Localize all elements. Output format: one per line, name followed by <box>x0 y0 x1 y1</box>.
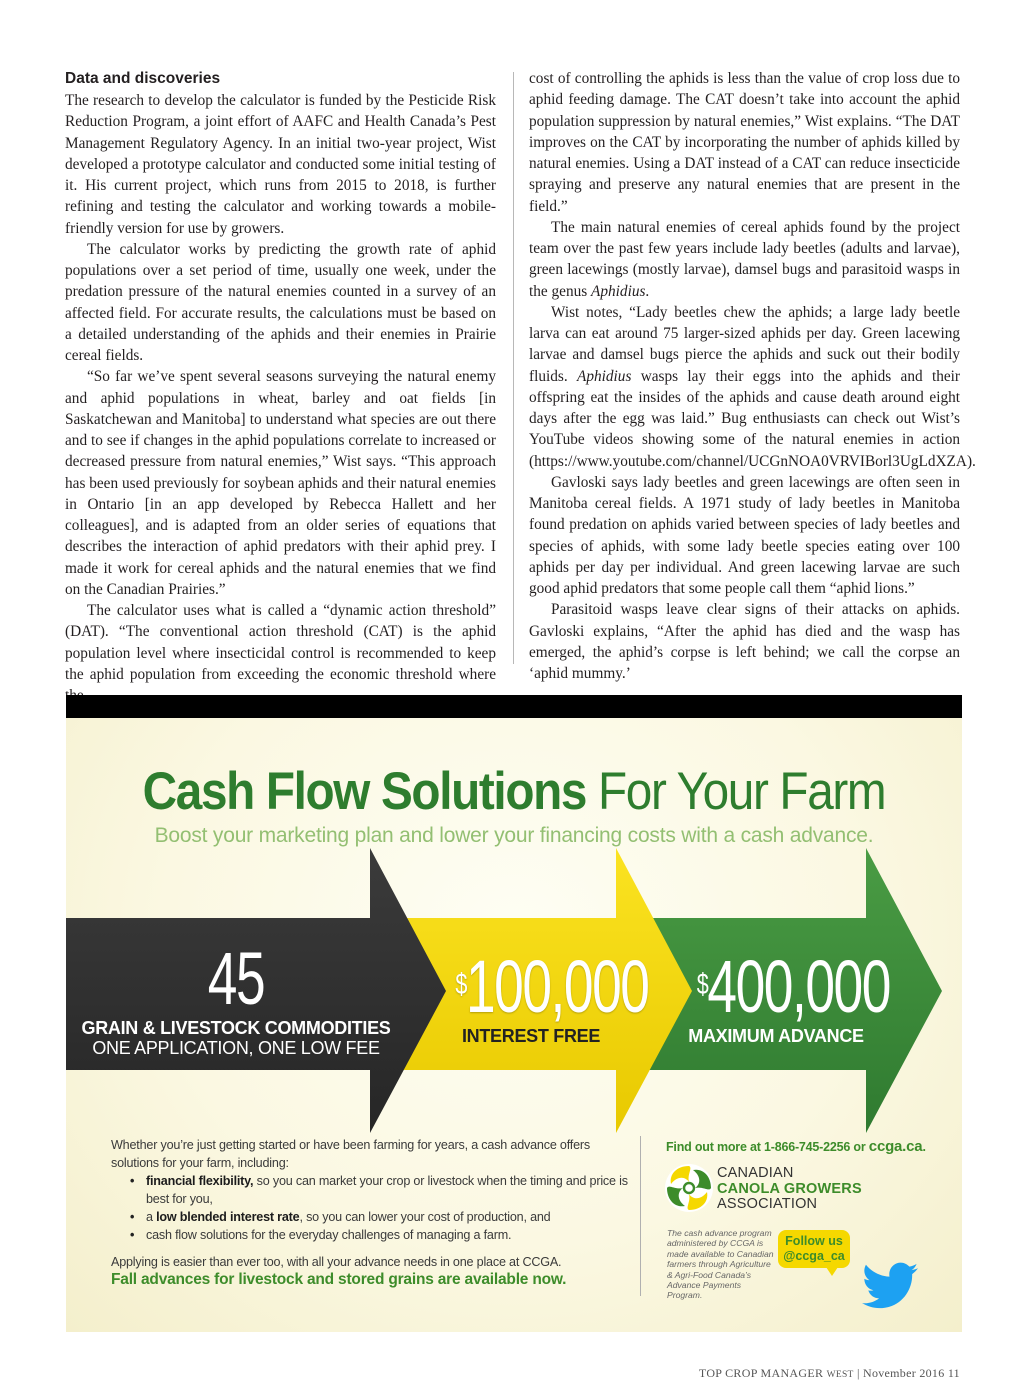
ad-body <box>111 1136 631 1289</box>
article-paragraph: The calculator works by predicting the growth rate of aphid populations over a set period of time, usually one week, under the predation pressure of the natural enemies counted in a survey of an affected field. For accurate results, the calculations must be based on a detailed understanding of the aphids and their enemies in Prairie cereal fields. <box>65 240 496 364</box>
arrow-graphic <box>66 848 962 1138</box>
ad-title: Cash Flow Solutions For Your Farm <box>142 762 886 821</box>
article-paragraph: Gavloski says lady beetles and green lacewings are often seen in Manitoba cereal fields. A 1971 study of lady beetles in Manitoba found predation on aphids varied between species of lady beetles and species of aphids, with some lady beetle species eating over 100 aphids per day per individual. And green lacewing larvae are such good aphid predators that some people call them “aphid lions.” <box>529 473 960 597</box>
ad-top-bar <box>66 695 962 718</box>
follow-us-bubble[interactable]: Follow us @ccga_ca <box>778 1230 850 1268</box>
article-paragraph: Wist notes, “Lady beetles chew the aphids; a large lady beetle larva can eat around 75 larger-sized aphids per day. Green lacewing larvae and damsel bugs pierce the aphids and suck out their bodily fluids. Aphidius wasps lay their eggs into the aphids and their offspring eat the insides of the aphids and cause death around eight days after the egg was laid.” Bug enthusiasts can check out Wist’s YouTube videos showing some of the natural enemies in action (https://www.youtube.com/channel/UCGnNOA0VRVIBorl3UgLdXZA). <box>529 303 976 470</box>
column-divider <box>513 72 514 664</box>
max-advance-amount: $400,000 <box>696 945 890 1028</box>
max-advance-label: MAXIMUM ADVANCE <box>688 1026 864 1046</box>
org-name: CANADIAN CANOLA GROWERS ASSOCIATION <box>717 1165 862 1212</box>
ccga-logo-icon <box>663 1162 715 1219</box>
ad-subtitle: Boost your marketing plan and lower your financing costs with a cash advance. <box>154 824 874 847</box>
interest-free-label: INTEREST FREE <box>461 1026 601 1046</box>
apply-text: Applying is easier than ever too, with all your advance needs in one place at CCGA. <box>111 1255 562 1269</box>
arrow-2-text <box>426 945 649 1046</box>
article-paragraph: The research to develop the calculator is funded by the Pesticide Risk Reduction Program, a joint effort of AAFC and Health Canada’s Pest Management Regulatory Agency. In an initial two-year project, Wist developed a prototype calculator and conducted some initial testing of it. His current project, which runs from 2015 to 2018, is further refining and testing the calculator and working towards a mobile-friendly version for use by growers. <box>65 92 496 237</box>
ad-divider <box>640 1136 641 1296</box>
article-right-column <box>529 68 976 684</box>
ad-call-to-action: Fall advances for livestock and stored grains are available now. <box>111 1271 567 1288</box>
commodities-count: 45 <box>207 937 265 1020</box>
benefit-item: • cash flow solutions for the everyday challenges of managing a farm. <box>146 1226 631 1244</box>
arrow-3-text <box>666 945 890 1046</box>
article-paragraph: cost of controlling the aphids is less than the value of crop loss due to aphid feeding damage. The CAT doesn’t take into account the aphid population suppression by natural enemies,” Wist explains. “The DAT improves on the CAT by incorporating the number of aphids killed by natural enemies. Using a DAT instead of a CAT can reduce insecticide spraying and preserve any natural enemies that are present in the field.” <box>529 70 960 215</box>
benefit-list <box>111 1172 631 1244</box>
commodities-sublabel: ONE APPLICATION, ONE LOW FEE <box>92 1038 380 1058</box>
page-footer: TOP CROP MANAGER WEST | November 2016 11 <box>698 1366 960 1380</box>
benefit-item: • a low blended interest rate, so you can lower your cost of production, and <box>146 1208 631 1226</box>
interest-free-amount: $100,000 <box>455 945 649 1028</box>
website-link[interactable]: ccga.ca <box>868 1138 923 1155</box>
article-paragraph: The main natural enemies of cereal aphids found by the project team over the past few years include lady beetles (adults and larvae), green lacewings (mostly larvae), damsel bugs and parasitoid wasps in the genus Aphidius. <box>529 218 960 300</box>
article-left-column <box>65 68 496 706</box>
program-disclaimer: The cash advance program administered by CCGA is made available to Canadian farmers through Agriculture & Agri-Food Canada’s Advance Payments Program. <box>667 1228 774 1301</box>
twitter-bird-icon[interactable] <box>862 1262 918 1315</box>
article-paragraph: The calculator uses what is called a “dynamic action threshold” (DAT). “The conventional action threshold (CAT) is the aphid population level where insecticidal control is recommended to keep the aphid population from exceeding the economic threshold where <box>65 602 496 683</box>
ad-intro: Whether you’re just getting started or have been farming for years, a cash advance offers solutions for your farm, including: <box>111 1138 590 1170</box>
article-paragraph: Parasitoid wasps leave clear signs of their attacks on aphids. Gavloski explains, “After the aphid has died and the wasp has emerged, the aphid’s corpse is left behind; we call the corpse an ‘aphid mummy.’ <box>529 601 960 682</box>
article-paragraph: “So far we’ve spent several seasons surveying the natural enemy and aphid populations in wheat, barley and oat fields [in Saskatchewan and Manitoba] to understand what species are out there and to see if changes in the aphid populations correlate to increased or decreased pressure from natural enemies,” Wist says. “This approach has been used previously for soybean aphids and their natural enemies in Ontario [in an app developed by Rebecca Hallett and her colleagues], and is adapted from an older series of equations that describes the interaction of aphid predators with their aphid prey. I made it work for cereal aphids and the natural enemies that we find on the Canadian Prairies.” <box>65 368 496 598</box>
arrow-1-text <box>66 937 406 1058</box>
commodities-label: GRAIN & LIVESTOCK COMMODITIES <box>81 1018 391 1038</box>
benefit-item: • financial flexibility, so you can market your crop or livestock when the timing and price is best for you, <box>146 1172 631 1208</box>
section-heading: Data and discoveries <box>65 70 221 87</box>
advertisement <box>66 718 962 1332</box>
contact-line: Find out more at 1-866-745-2256 or ccga.ca. <box>666 1138 926 1155</box>
